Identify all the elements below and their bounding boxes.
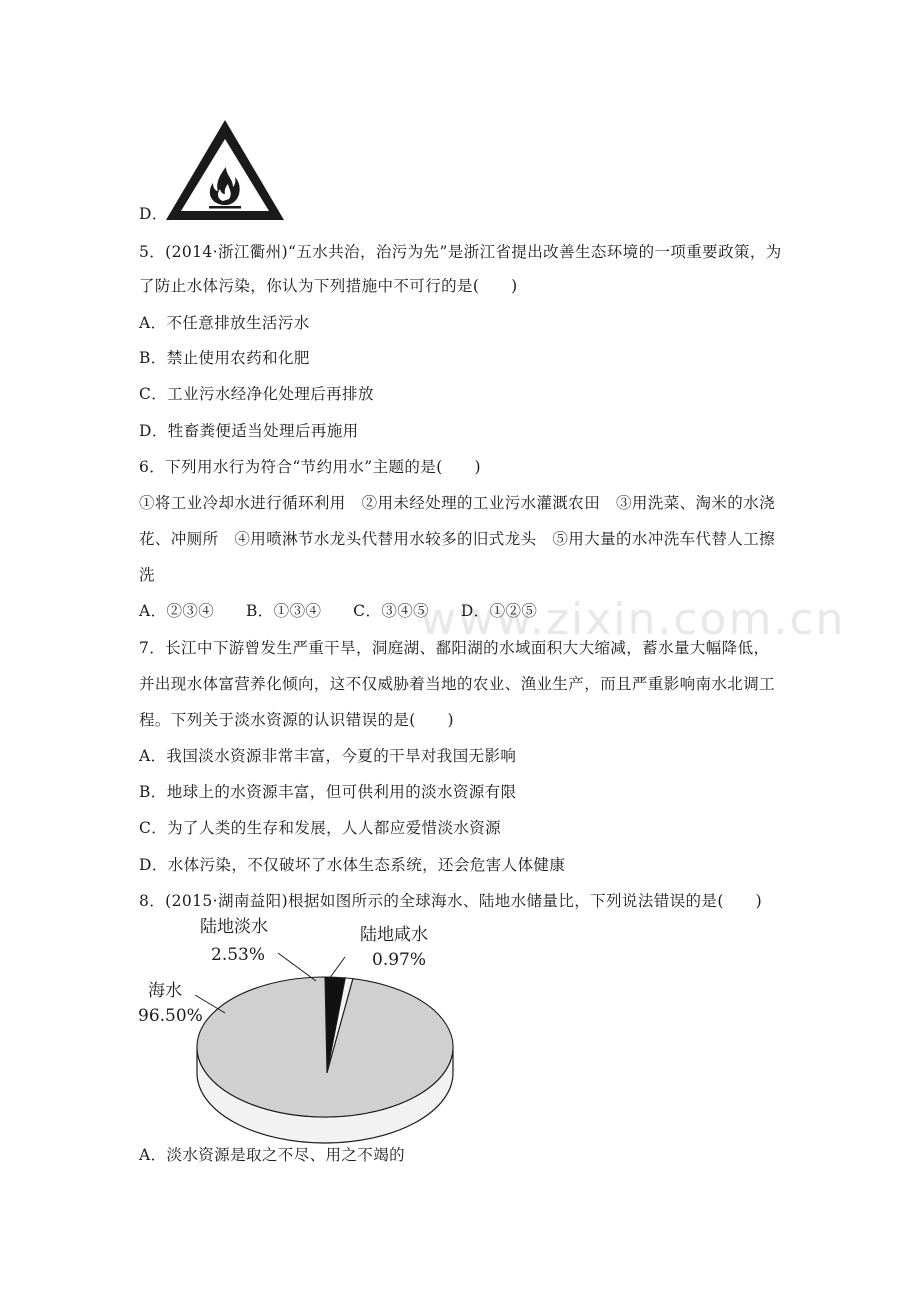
q6-body-line1: ①将工业冷却水进行循环利用 ②用未经处理的工业污水灌溉农田 ③用洗菜、淘米的水浇 [139, 494, 776, 512]
saltwater-category-label: 陆地咸水 [360, 925, 428, 945]
saltwater-leader-line [329, 957, 345, 979]
flammable-warning-icon [163, 117, 287, 223]
q7-option-d: D．水体污染，不仅破坏了水体生态系统，还会危害人体健康 [139, 856, 566, 874]
q5-option-d: D．牲畜粪便适当处理后再施用 [139, 422, 359, 440]
saltwater-value-label: 0.97% [372, 950, 427, 970]
q6-body-line2: 花、冲厕所 ④用喷淋节水龙头代替用水较多的旧式龙头 ⑤用大量的水冲洗车代替人工擦 [139, 530, 776, 548]
q6-stem: 6．下列用水行为符合“节约用水”主题的是( ) [139, 458, 481, 476]
q7-stem-line1: 7．长江中下游曾发生严重干旱，洞庭湖、鄱阳湖的水域面积大大缩减，蓄水量大幅降低， [139, 639, 770, 657]
freshwater-value-label: 2.53% [211, 945, 266, 965]
seawater-slice [197, 977, 453, 1117]
q5-stem-line2: 了防止水体污染，你认为下列措施中不可行的是( ) [139, 277, 518, 295]
watermark: www.zixin.com.cn [420, 594, 846, 645]
q7-option-a: A．我国淡水资源非常丰富，今夏的干旱对我国无影响 [139, 747, 517, 765]
water-reserve-pie-chart [185, 965, 465, 1145]
q5-stem-line1: 5．(2014·浙江衢州)“五水共治，治污为先”是浙江省提出改善生态环境的一项重要政策，为 [139, 243, 782, 261]
q5-option-b: B．禁止使用农药和化肥 [139, 349, 310, 367]
q6-body-line3: 洗 [139, 566, 155, 584]
q8-stem: 8．(2015·湖南益阳)根据如图所示的全球海水、陆地水储量比，下列说法错误的是( ) [139, 892, 763, 910]
q7-stem-line2: 并出现水体富营养化倾向，这不仅威胁着当地的农业、渔业生产，而且严重影响南水北调工 [139, 675, 776, 693]
q8-option-a: A．淡水资源是取之不尽、用之不竭的 [139, 1146, 405, 1164]
q6-options: A．②③④ B．①③④ C．③④⑤ D．①②⑤ [139, 602, 538, 620]
seawater-value-label: 96.50% [138, 1006, 203, 1026]
seawater-category-label: 海水 [148, 981, 182, 1001]
q7-option-c: C．为了人类的生存和发展，人人都应爱惜淡水资源 [139, 819, 502, 837]
q4-option-d-label: D． [139, 205, 168, 223]
q7-stem-line3: 程。下列关于淡水资源的认识错误的是( ) [139, 711, 454, 729]
freshwater-category-label: 陆地淡水 [200, 917, 268, 937]
freshwater-leader-line [278, 953, 316, 981]
q7-option-b: B．地球上的水资源丰富，但可供利用的淡水资源有限 [139, 783, 517, 801]
q5-option-a: A．不任意排放生活污水 [139, 314, 310, 332]
q5-option-c: C．工业污水经净化处理后再排放 [139, 385, 374, 403]
